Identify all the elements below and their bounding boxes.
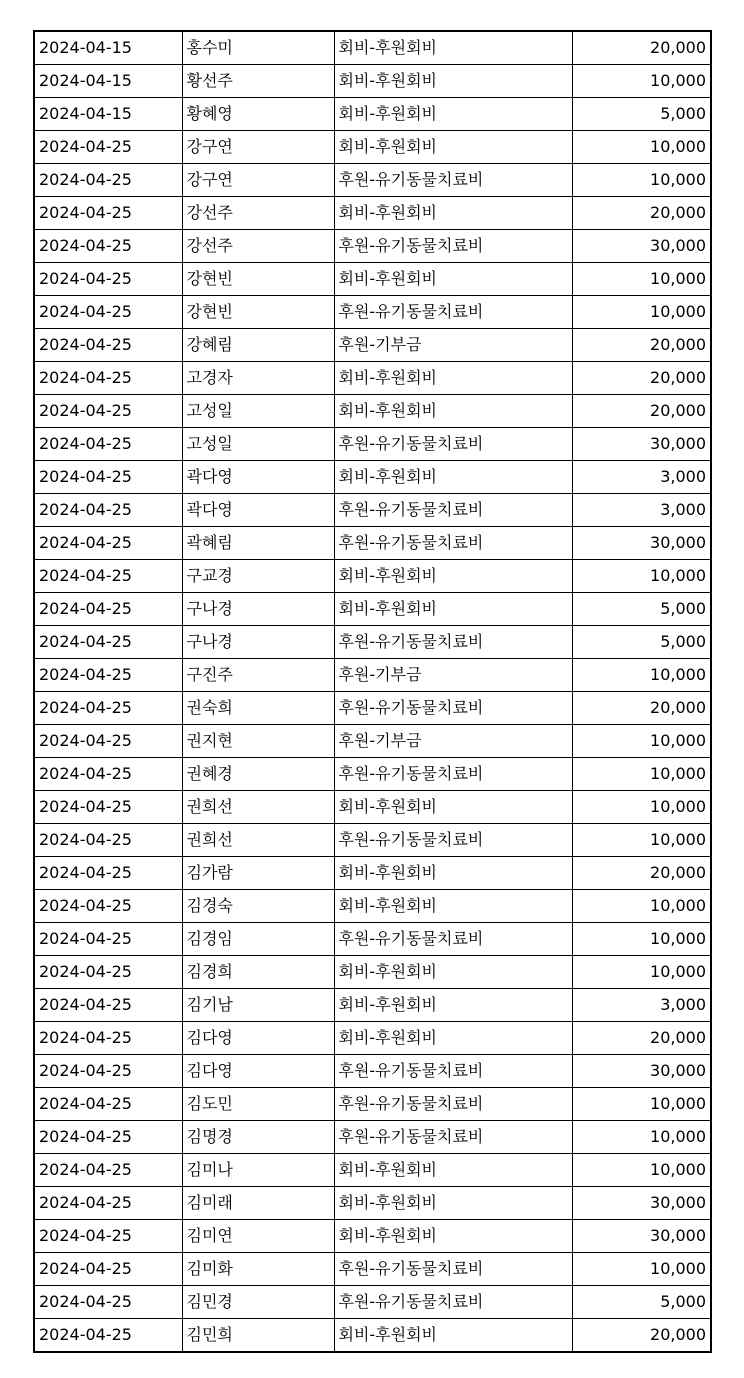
date-cell: 2024-04-25 — [34, 791, 182, 824]
category-cell: 후원-유기동물치료비 — [334, 1253, 572, 1286]
table-row — [34, 659, 711, 692]
table-row — [34, 857, 711, 890]
category-cell: 회비-후원회비 — [334, 263, 572, 296]
amount-cell: 10,000 — [572, 824, 711, 857]
date-cell: 2024-04-25 — [34, 1319, 182, 1353]
date-cell: 2024-04-25 — [34, 692, 182, 725]
table-row — [34, 1022, 711, 1055]
amount-cell: 20,000 — [572, 1319, 711, 1353]
date-cell: 2024-04-25 — [34, 1220, 182, 1253]
table-row — [34, 758, 711, 791]
amount-cell: 3,000 — [572, 989, 711, 1022]
table-row — [34, 1253, 711, 1286]
date-cell: 2024-04-25 — [34, 989, 182, 1022]
donor-name-cell: 김미나 — [182, 1154, 334, 1187]
amount-cell: 30,000 — [572, 527, 711, 560]
date-cell: 2024-04-25 — [34, 626, 182, 659]
table-row — [34, 98, 711, 131]
category-cell: 회비-후원회비 — [334, 1022, 572, 1055]
date-cell: 2024-04-25 — [34, 593, 182, 626]
category-cell: 회비-후원회비 — [334, 593, 572, 626]
donor-name-cell: 권숙희 — [182, 692, 334, 725]
table-row — [34, 131, 711, 164]
donor-name-cell: 권혜경 — [182, 758, 334, 791]
amount-cell: 20,000 — [572, 692, 711, 725]
donor-name-cell: 곽다영 — [182, 494, 334, 527]
category-cell: 회비-후원회비 — [334, 197, 572, 230]
donor-name-cell: 강구연 — [182, 131, 334, 164]
date-cell: 2024-04-25 — [34, 197, 182, 230]
amount-cell: 10,000 — [572, 131, 711, 164]
table-row — [34, 1220, 711, 1253]
date-cell: 2024-04-15 — [34, 65, 182, 98]
category-cell: 후원-유기동물치료비 — [334, 923, 572, 956]
category-cell: 회비-후원회비 — [334, 362, 572, 395]
category-cell: 후원-유기동물치료비 — [334, 758, 572, 791]
category-cell: 후원-유기동물치료비 — [334, 1286, 572, 1319]
category-cell: 후원-유기동물치료비 — [334, 824, 572, 857]
category-cell: 후원-유기동물치료비 — [334, 527, 572, 560]
donor-name-cell: 고경자 — [182, 362, 334, 395]
donor-name-cell: 구나경 — [182, 626, 334, 659]
category-cell: 후원-유기동물치료비 — [334, 1055, 572, 1088]
category-cell: 후원-유기동물치료비 — [334, 164, 572, 197]
table-row — [34, 329, 711, 362]
category-cell: 회비-후원회비 — [334, 395, 572, 428]
date-cell: 2024-04-25 — [34, 758, 182, 791]
amount-cell: 10,000 — [572, 560, 711, 593]
date-cell: 2024-04-15 — [34, 31, 182, 65]
date-cell: 2024-04-25 — [34, 1121, 182, 1154]
category-cell: 회비-후원회비 — [334, 98, 572, 131]
donation-ledger-table — [33, 30, 712, 1353]
donor-name-cell: 김미래 — [182, 1187, 334, 1220]
amount-cell: 30,000 — [572, 1187, 711, 1220]
category-cell: 회비-후원회비 — [334, 31, 572, 65]
amount-cell: 10,000 — [572, 1253, 711, 1286]
amount-cell: 3,000 — [572, 494, 711, 527]
date-cell: 2024-04-25 — [34, 296, 182, 329]
donor-name-cell: 곽다영 — [182, 461, 334, 494]
amount-cell: 20,000 — [572, 31, 711, 65]
table-row — [34, 164, 711, 197]
amount-cell: 20,000 — [572, 857, 711, 890]
table-row — [34, 296, 711, 329]
category-cell: 후원-유기동물치료비 — [334, 626, 572, 659]
category-cell: 회비-후원회비 — [334, 131, 572, 164]
date-cell: 2024-04-25 — [34, 263, 182, 296]
amount-cell: 5,000 — [572, 626, 711, 659]
date-cell: 2024-04-25 — [34, 1286, 182, 1319]
amount-cell: 10,000 — [572, 65, 711, 98]
table-row — [34, 31, 711, 65]
table-row — [34, 824, 711, 857]
amount-cell: 5,000 — [572, 1286, 711, 1319]
donor-name-cell: 권희선 — [182, 824, 334, 857]
table-row — [34, 65, 711, 98]
amount-cell: 30,000 — [572, 1220, 711, 1253]
donor-name-cell: 곽혜림 — [182, 527, 334, 560]
table-row — [34, 1286, 711, 1319]
date-cell: 2024-04-25 — [34, 725, 182, 758]
amount-cell: 20,000 — [572, 329, 711, 362]
amount-cell: 10,000 — [572, 791, 711, 824]
amount-cell: 30,000 — [572, 428, 711, 461]
date-cell: 2024-04-25 — [34, 857, 182, 890]
date-cell: 2024-04-25 — [34, 890, 182, 923]
amount-cell: 10,000 — [572, 758, 711, 791]
amount-cell: 30,000 — [572, 1055, 711, 1088]
donor-name-cell: 구교경 — [182, 560, 334, 593]
donor-name-cell: 김명경 — [182, 1121, 334, 1154]
amount-cell: 10,000 — [572, 296, 711, 329]
table-row — [34, 1319, 711, 1353]
category-cell: 회비-후원회비 — [334, 1187, 572, 1220]
table-row — [34, 923, 711, 956]
date-cell: 2024-04-25 — [34, 527, 182, 560]
donor-name-cell: 구진주 — [182, 659, 334, 692]
category-cell: 후원-유기동물치료비 — [334, 692, 572, 725]
category-cell: 회비-후원회비 — [334, 890, 572, 923]
category-cell: 회비-후원회비 — [334, 65, 572, 98]
date-cell: 2024-04-15 — [34, 98, 182, 131]
donor-name-cell: 김다영 — [182, 1055, 334, 1088]
amount-cell: 10,000 — [572, 659, 711, 692]
date-cell: 2024-04-25 — [34, 494, 182, 527]
table-row — [34, 428, 711, 461]
table-row — [34, 494, 711, 527]
table-row — [34, 1187, 711, 1220]
table-row — [34, 692, 711, 725]
category-cell: 후원-유기동물치료비 — [334, 1088, 572, 1121]
date-cell: 2024-04-25 — [34, 1022, 182, 1055]
table-row — [34, 362, 711, 395]
donor-name-cell: 김민경 — [182, 1286, 334, 1319]
date-cell: 2024-04-25 — [34, 1088, 182, 1121]
donor-name-cell: 강구연 — [182, 164, 334, 197]
donor-name-cell: 김경희 — [182, 956, 334, 989]
amount-cell: 20,000 — [572, 362, 711, 395]
date-cell: 2024-04-25 — [34, 560, 182, 593]
donor-name-cell: 황혜영 — [182, 98, 334, 131]
category-cell: 후원-기부금 — [334, 329, 572, 362]
table-row — [34, 791, 711, 824]
amount-cell: 10,000 — [572, 263, 711, 296]
date-cell: 2024-04-25 — [34, 428, 182, 461]
amount-cell: 30,000 — [572, 230, 711, 263]
amount-cell: 5,000 — [572, 98, 711, 131]
category-cell: 회비-후원회비 — [334, 791, 572, 824]
date-cell: 2024-04-25 — [34, 362, 182, 395]
category-cell: 후원-유기동물치료비 — [334, 1121, 572, 1154]
donor-name-cell: 김경임 — [182, 923, 334, 956]
table-row — [34, 560, 711, 593]
donor-name-cell: 김다영 — [182, 1022, 334, 1055]
table-row — [34, 1154, 711, 1187]
donor-name-cell: 고성일 — [182, 428, 334, 461]
table-row — [34, 1055, 711, 1088]
category-cell: 후원-유기동물치료비 — [334, 296, 572, 329]
category-cell: 회비-후원회비 — [334, 560, 572, 593]
amount-cell: 10,000 — [572, 1088, 711, 1121]
donor-name-cell: 고성일 — [182, 395, 334, 428]
table-row — [34, 593, 711, 626]
donor-name-cell: 김미연 — [182, 1220, 334, 1253]
amount-cell: 10,000 — [572, 164, 711, 197]
amount-cell: 5,000 — [572, 593, 711, 626]
amount-cell: 10,000 — [572, 1154, 711, 1187]
table-row — [34, 263, 711, 296]
category-cell: 후원-기부금 — [334, 725, 572, 758]
date-cell: 2024-04-25 — [34, 131, 182, 164]
table-row — [34, 527, 711, 560]
amount-cell: 10,000 — [572, 1121, 711, 1154]
amount-cell: 20,000 — [572, 1022, 711, 1055]
donor-name-cell: 홍수미 — [182, 31, 334, 65]
amount-cell: 3,000 — [572, 461, 711, 494]
donor-name-cell: 권지현 — [182, 725, 334, 758]
category-cell: 후원-유기동물치료비 — [334, 494, 572, 527]
table-row — [34, 395, 711, 428]
donor-name-cell: 김도민 — [182, 1088, 334, 1121]
category-cell: 회비-후원회비 — [334, 956, 572, 989]
amount-cell: 10,000 — [572, 725, 711, 758]
donor-name-cell: 구나경 — [182, 593, 334, 626]
amount-cell: 10,000 — [572, 890, 711, 923]
category-cell: 후원-유기동물치료비 — [334, 428, 572, 461]
category-cell: 후원-유기동물치료비 — [334, 230, 572, 263]
table-row — [34, 725, 711, 758]
category-cell: 후원-기부금 — [334, 659, 572, 692]
date-cell: 2024-04-25 — [34, 230, 182, 263]
table-row — [34, 626, 711, 659]
donor-name-cell: 권희선 — [182, 791, 334, 824]
amount-cell: 10,000 — [572, 923, 711, 956]
donor-name-cell: 김민희 — [182, 1319, 334, 1353]
date-cell: 2024-04-25 — [34, 923, 182, 956]
date-cell: 2024-04-25 — [34, 395, 182, 428]
ledger-body — [34, 31, 711, 1352]
table-row — [34, 956, 711, 989]
donor-name-cell: 강선주 — [182, 197, 334, 230]
table-row — [34, 890, 711, 923]
donor-name-cell: 강혜림 — [182, 329, 334, 362]
donor-name-cell: 강현빈 — [182, 263, 334, 296]
date-cell: 2024-04-25 — [34, 824, 182, 857]
date-cell: 2024-04-25 — [34, 329, 182, 362]
table-row — [34, 197, 711, 230]
amount-cell: 20,000 — [572, 197, 711, 230]
donor-name-cell: 강현빈 — [182, 296, 334, 329]
date-cell: 2024-04-25 — [34, 956, 182, 989]
amount-cell: 20,000 — [572, 395, 711, 428]
category-cell: 회비-후원회비 — [334, 1319, 572, 1353]
category-cell: 회비-후원회비 — [334, 461, 572, 494]
donor-name-cell: 김경숙 — [182, 890, 334, 923]
category-cell: 회비-후원회비 — [334, 1220, 572, 1253]
table-row — [34, 230, 711, 263]
category-cell: 회비-후원회비 — [334, 857, 572, 890]
donor-name-cell: 강선주 — [182, 230, 334, 263]
date-cell: 2024-04-25 — [34, 1154, 182, 1187]
donor-name-cell: 김기남 — [182, 989, 334, 1022]
category-cell: 회비-후원회비 — [334, 989, 572, 1022]
donor-name-cell: 김미화 — [182, 1253, 334, 1286]
donor-name-cell: 김가람 — [182, 857, 334, 890]
table-row — [34, 461, 711, 494]
date-cell: 2024-04-25 — [34, 461, 182, 494]
date-cell: 2024-04-25 — [34, 1055, 182, 1088]
category-cell: 회비-후원회비 — [334, 1154, 572, 1187]
table-row — [34, 1121, 711, 1154]
date-cell: 2024-04-25 — [34, 1187, 182, 1220]
amount-cell: 10,000 — [572, 956, 711, 989]
date-cell: 2024-04-25 — [34, 1253, 182, 1286]
date-cell: 2024-04-25 — [34, 659, 182, 692]
table-row — [34, 1088, 711, 1121]
donor-name-cell: 황선주 — [182, 65, 334, 98]
table-row — [34, 989, 711, 1022]
date-cell: 2024-04-25 — [34, 164, 182, 197]
